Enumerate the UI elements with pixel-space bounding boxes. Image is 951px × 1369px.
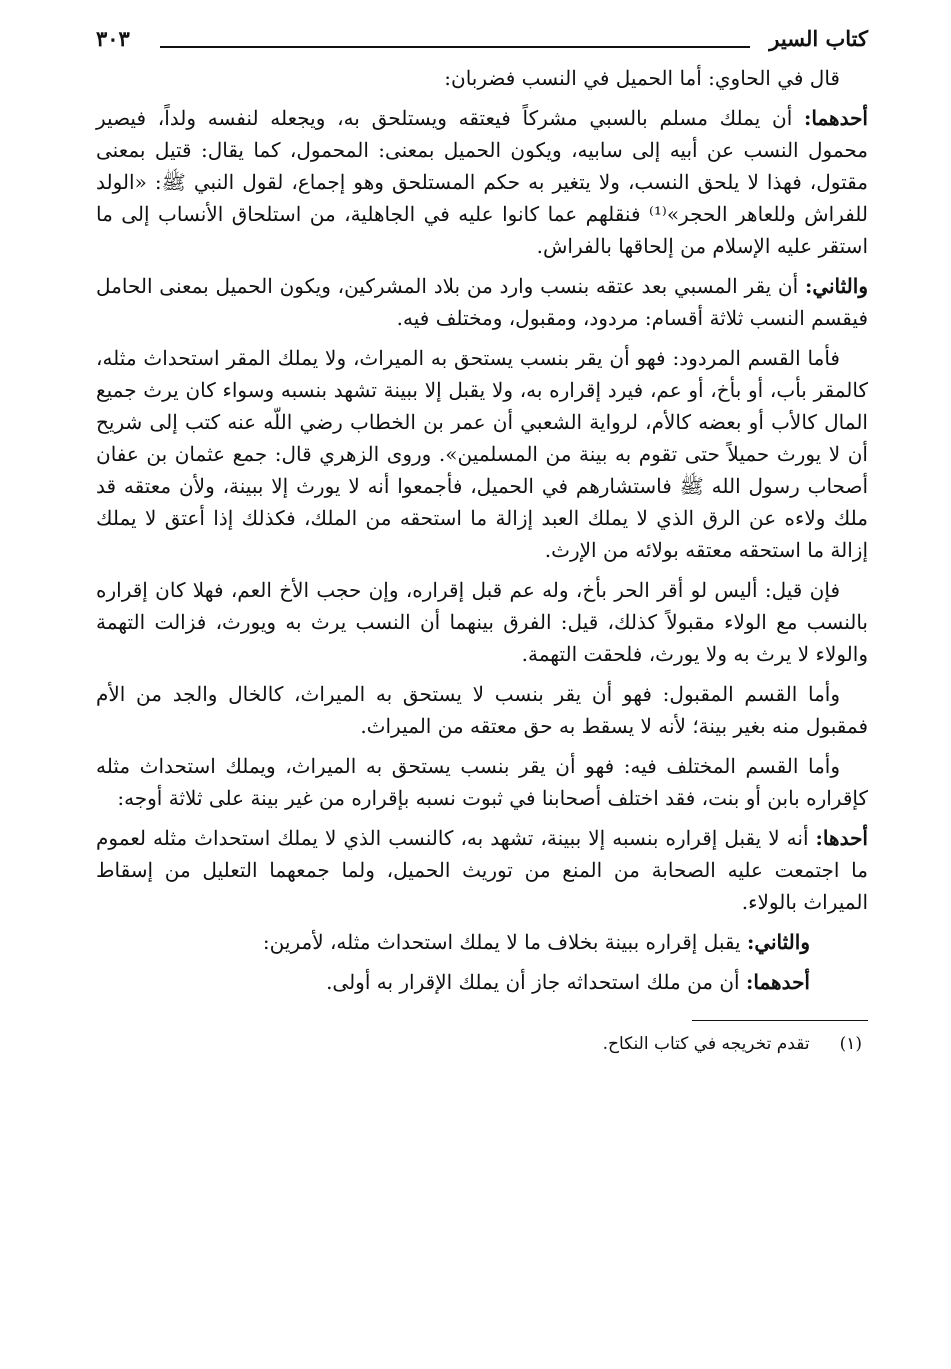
paragraph-text: وأما القسم المختلف فيه: فهو أن يقر بنسب يستحق به الميراث، ويملك استحداث مثله كإقراره بابن أو بنت، فقد اختلف أصحابنا في ثبوت نسبه بإقراره من غير بينة على ثلاثة أوجه: <box>96 754 868 810</box>
paragraph <box>96 750 868 814</box>
footnote-rule <box>692 1020 868 1021</box>
main-text <box>96 62 868 998</box>
footnote-text: تقدم تخريجه في كتاب النكاح. <box>602 1034 810 1054</box>
footnote <box>96 1031 868 1057</box>
paragraph <box>96 574 868 670</box>
paragraph-text: وأما القسم المقبول: فهو أن يقر بنسب لا يستحق به الميراث، كالخال والجد من الأم فمقبول منه بغير بينة؛ لأنه لا يسقط به حق معتقه من الميراث. <box>96 682 868 738</box>
paragraph <box>96 926 868 958</box>
paragraph <box>96 102 868 262</box>
paragraph-lead: أحدهما: <box>745 970 810 994</box>
paragraph-text: أن من ملك استحداثه جاز أن يملك الإقرار به أولى. <box>326 970 746 994</box>
paragraph <box>96 678 868 742</box>
chapter-title: كتاب السير <box>769 26 868 51</box>
paragraph-lead: أحدهما: <box>803 106 868 130</box>
paragraph-lead: والثاني: <box>746 930 810 954</box>
header-rule <box>160 46 750 48</box>
paragraph <box>96 270 868 334</box>
paragraph-text: فإن قيل: أليس لو أقر الحر بأخ، وله عم قبل إقراره، وإن حجب الأخ العم، فهلا كان إقراره بالنسب مع الولاء مقبولاً كذلك، قيل: الفرق بينهما أن النسب يرث به ويورث، فزالت التهمة والولاء لا يرث به ولا يورث، فلحقت التهمة. <box>96 578 868 666</box>
paragraph-text: يقبل إقراره ببينة بخلاف ما لا يملك استحداث مثله، لأمرين: <box>262 930 747 954</box>
paragraph <box>96 822 868 918</box>
book-page <box>96 22 868 1352</box>
paragraph <box>96 62 868 94</box>
page-number: ٣٠٣ <box>96 26 130 51</box>
running-head <box>96 22 868 62</box>
paragraph-lead: والثاني: <box>804 274 868 298</box>
paragraph-text: فأما القسم المردود: فهو أن يقر بنسب يستحق به الميراث، ولا يملك المقر استحداث مثله، كالمقر بأب، أو بأخ، أو عم، فيرد إقراره به، ولا يقبل إلا ببينة تشهد بنسبه وسواء كان يرث جميع المال كالأب أو بعضه كالأم، لرواية الشعبي أن عمر بن الخطاب رضي اللّه عنه كتب إلى شريح أن لا يورث حميلاً حتى تقوم به بينة من المسلمين». وروى الزهري قال: جمع عثمان بن عفان أصحاب رسول الله ﷺ فاستشارهم في الحميل، فأجمعوا أنه لا يورث إلا ببينة، ولأن معتقه قد ملك ولاءه عن الرق الذي لا يملك العبد إزالة ما استحقه من الملك، فكذلك إذا أعتق لا يملك إزالة ما استحقه معتقه بولائه من الإرث. <box>96 346 868 562</box>
paragraph <box>96 342 868 566</box>
paragraph-text: أنه لا يقبل إقراره بنسبه إلا ببينة، تشهد به، كالنسب الذي لا يملك استحداث مثله لعموم ما اجتمعت عليه الصحابة من المنع من توريث الحميل، ولما جمعهما التعليل من إسقاط الميراث بالولاء. <box>96 826 868 914</box>
paragraph-text: قال في الحاوي: أما الحميل في النسب فضربان: <box>444 66 840 90</box>
footnote-number: (١) <box>839 1034 862 1054</box>
paragraph <box>96 966 868 998</box>
paragraph-lead: أحدها: <box>815 826 868 850</box>
paragraph-text: أن يقر المسبي بعد عتقه بنسب وارد من بلاد المشركين، ويكون الحميل بمعنى الحامل فيقسم النسب ثلاثة أقسام: مردود، ومقبول، ومختلف فيه. <box>96 274 868 330</box>
paragraph-text: أن يملك مسلم بالسبي مشركاً فيعتقه ويستلحق به، ويجعله لنفسه ولداً، فيصير محمول النسب عن أبيه إلى سابيه، ويكون الحميل بمعنى: المحمول، كما يقال: قتيل بمعنى مقتول، فهذا لا يلحق النسب، ولا يتغير به حكم المستلحق وهو إجماع، لقول النبي ﷺ: «الولد للفراش وللعاهر الحجر»⁽¹⁾ فنقلهم عما كانوا عليه في الجاهلية، من استلحاق الأنساب إلى ما استقر عليه الإسلام من إلحاقها بالفراش. <box>96 106 869 258</box>
